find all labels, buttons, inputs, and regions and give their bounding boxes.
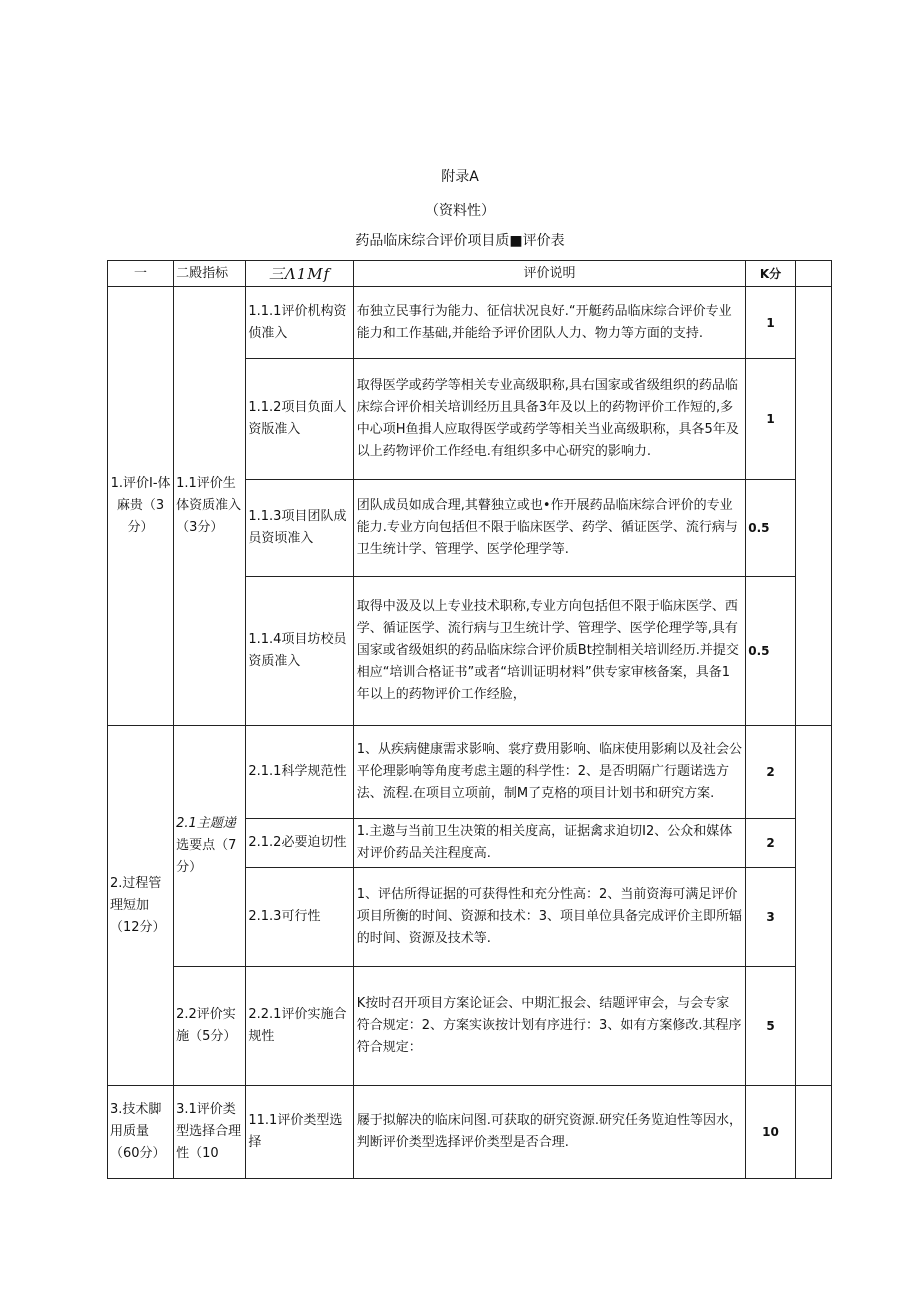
second-level-cell: 2.2评价实施（5分）	[174, 967, 246, 1086]
first-level-cell	[108, 287, 174, 726]
score-cell: 5	[746, 967, 796, 1086]
table-row	[108, 287, 832, 359]
description-cell: 1、从疾病健康需求影响、裳疗费用影响、临床使用影痢以及社会公平伦理影响等角度考虑主题的科学性：2、是否明隔广行题诺选方法、流程.在项目立项前，制M了克格的项目计划书和研究方案.	[353, 726, 745, 819]
score-cell: 2	[746, 819, 796, 868]
score-cell: 1	[746, 359, 796, 480]
third-level-cell: 1.1.3项目团队成员资顷准入	[246, 480, 353, 577]
table-header-row	[108, 261, 832, 287]
score-cell: 10	[746, 1086, 796, 1179]
third-level-cell: 2.1.2必要迫切性	[246, 819, 353, 868]
col-header-description: 评价说明	[353, 261, 745, 287]
third-level-cell: 1.1.2项目负面人资版准入	[246, 359, 353, 480]
third-level-cell: 2.2.1评价实施合规性	[246, 967, 353, 1086]
score-cell: 1	[746, 287, 796, 359]
second-level-label-part1: 2.1主题递	[176, 816, 236, 831]
third-level-cell: 1.1.4项目坊校员资质准入	[246, 577, 353, 726]
appendix-subtitle: （资料性）	[425, 203, 495, 219]
third-level-cell: 1.1.1评价机构资侦准入	[246, 287, 353, 359]
description-cell: 团队成员如成合理,其瞽独立或也•作开展药品临床综合评价的专业能力.专业方向包括但不限于临床医学、药学、循证医学、流行病与卫生统计学、管理学、医学伦理学等.	[353, 480, 745, 577]
first-level-cell: 3.技术脚用质量（60分）	[108, 1086, 174, 1179]
appendix-title: 附录A	[441, 169, 479, 185]
extra-cell	[795, 287, 831, 726]
col-header-extra	[795, 261, 831, 287]
table-row	[108, 967, 832, 1086]
description-cell: K按时召开项目方案论证会、中期汇报会、结题评审会，与会专家符合规定：2、方案实诙按计划有序进行：3、如有方案修改.其程序符合规定：	[353, 967, 745, 1086]
third-level-cell: 11.1评价类型选择	[246, 1086, 353, 1179]
third-level-cell: 2.1.3可行性	[246, 868, 353, 967]
description-cell: 布独立民事行为能力、征信状况良好.“开艇药品临床综合评价专业能力和工作基础,并能给予评价团队人力、物力等方面的支持.	[353, 287, 745, 359]
score-cell: 0.5	[746, 480, 796, 577]
col-header-third-level: 三Λ1Mf	[246, 261, 353, 287]
score-cell: 0.5	[746, 577, 796, 726]
third-level-cell: 2.1.1科学规范性	[246, 726, 353, 819]
second-level-cell	[174, 726, 246, 967]
description-cell: 1.主遨与当前卫生决策的相关度高，证据禽求迫切I2、公众和媒体对评价药品关注程度高.	[353, 819, 745, 868]
description-cell: 屦于拟解决的临床问图.可获取的研究资源.研究任务览迫性等因水，判断评价类型选择评价类型是否合理.	[353, 1086, 745, 1179]
second-level-cell: 1.1评价生体资质准入（3分）	[174, 287, 246, 726]
table-row	[108, 726, 832, 819]
extra-cell	[795, 726, 831, 1086]
second-level-cell: 3.1评价类型选择合理性（10	[174, 1086, 246, 1179]
description-cell: 1、评估所得证据的可获得性和充分性高：2、当前资海可满足评价项目所衡的时间、资源和技术：3、项目单位具备完成评价主即所辐的时间、资源及技术等.	[353, 868, 745, 967]
first-level-cell: 2.过程管理短加（12分）	[108, 726, 174, 1086]
second-level-label-part2: 选要点（7分）	[176, 838, 237, 875]
col-header-second-level: 二殿指标	[174, 261, 246, 287]
col-header-score: K分	[746, 261, 796, 287]
table-row	[108, 1086, 832, 1179]
score-cell: 2	[746, 726, 796, 819]
table-title: 药品临床综合评价项目质■评价表	[355, 233, 565, 249]
score-cell: 3	[746, 868, 796, 967]
first-level-label: 1.评价I-体麻贵（3分）	[110, 476, 171, 535]
description-cell: 取得中汲及以上专业技术职称,专业方向包括但不限于临床医学、西学、循证医学、流行病与卫生统计学、管理学、医学伦理学等,具有国家或省级姐织的药品临床综合评价质Bt控制相关培训经历.并提交相应“培训合格证书”或者“培训证明材料”供专家审核备案，具备1年以上的药物评价工作经脸，	[353, 577, 745, 726]
evaluation-table	[107, 260, 832, 1179]
extra-cell	[795, 1086, 831, 1179]
col-header-first-level: 一	[108, 261, 174, 287]
description-cell: 取得医学或药学等相关专业高级职称,具右国家或省级组织的药品临床综合评价相关培训经历且具备3年及以上的药物评价工作短的,多中心项H鱼揖人应取得医学或药学等相关当业高级职称，具各5年及以上药物评价工作经电.有组织多中心研究的影响力.	[353, 359, 745, 480]
